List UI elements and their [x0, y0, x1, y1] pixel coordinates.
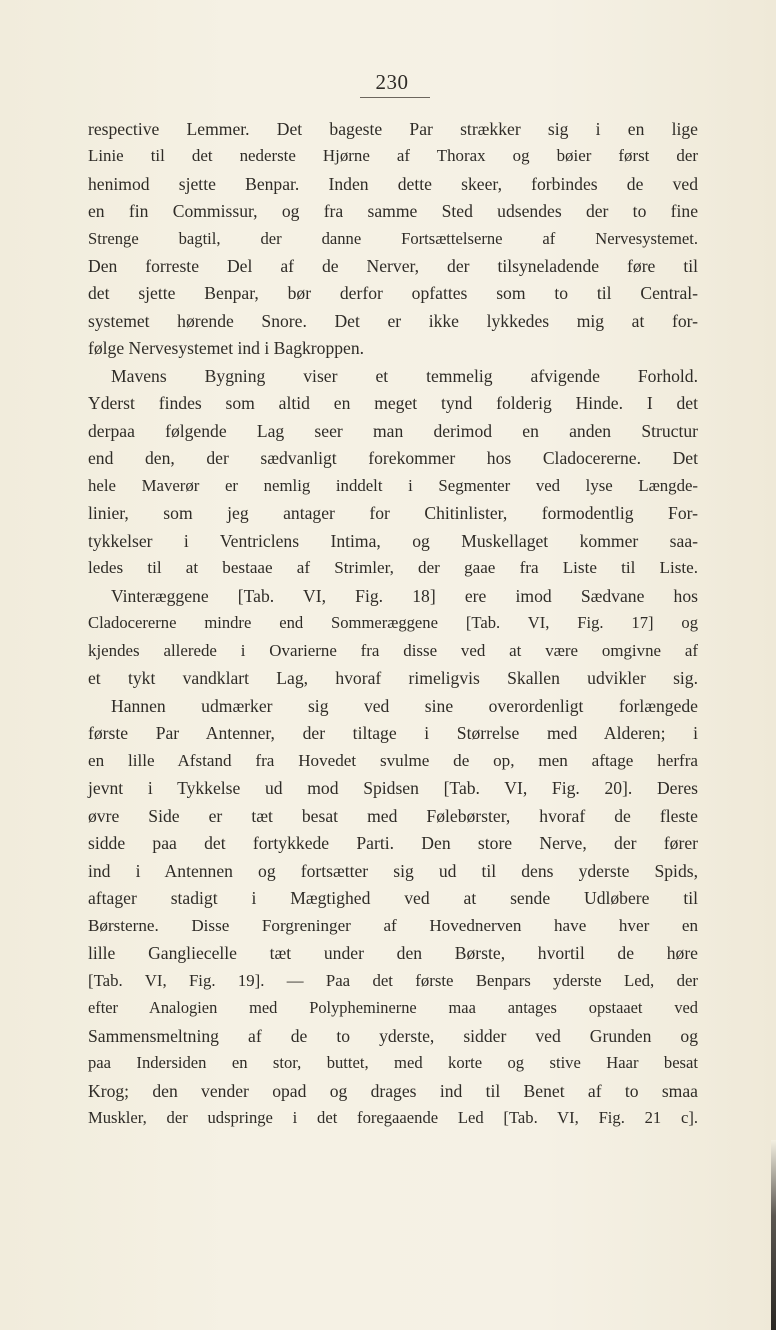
text-line: respective Lemmer. Det bageste Par strækker sig i en lige: [88, 119, 698, 139]
text-line: Yderst findes som altid en meget tynd folderig Hinde. I det: [88, 393, 698, 413]
text-line: Linie til det nederste Hjørne af Thorax og bøier først der: [88, 146, 698, 165]
text-line: Muskler, der udspringe i det foregaaende Led [Tab. VI, Fig. 21 c].: [88, 1108, 698, 1127]
text-line: end den, der sædvanligt forekommer hos Cladocererne. Det: [88, 448, 698, 468]
text-line: Vinteræggene [Tab. VI, Fig. 18] ere imod Sædvane hos: [111, 586, 698, 606]
text-line: sidde paa det fortykkede Parti. Den store Nerve, der fører: [88, 833, 698, 853]
text-line: aftager stadigt i Mægtighed ved at sende Udløbere til: [88, 888, 698, 908]
text-line: første Par Antenner, der tiltage i Størrelse med Alderen; i: [88, 723, 698, 743]
text-line: derpaa følgende Lag seer man derimod en anden Structur: [88, 421, 698, 441]
text-line: hele Maverør er nemlig inddelt i Segmenter ved lyse Længde-: [88, 476, 698, 495]
text-line: Børsterne. Disse Forgreninger af Hovednerven have hver en: [88, 916, 698, 935]
text-line: Mavens Bygning viser et temmelig afvigende Forhold.: [111, 366, 698, 386]
text-line: [Tab. VI, Fig. 19]. — Paa det første Benpars yderste Led, der: [88, 971, 698, 990]
text-line: Strenge bagtil, der danne Fortsættelserne af Nervesystemet.: [88, 229, 698, 248]
text-line: det sjette Benpar, bør derfor opfattes som to til Central-: [88, 283, 698, 303]
text-line: kjendes allerede i Ovarierne fra disse ved at være omgivne af: [88, 641, 698, 660]
text-line: et tykt vandklart Lag, hvoraf rimeligvis Skallen udvikler sig.: [88, 668, 698, 688]
text-line: henimod sjette Benpar. Inden dette skeer, forbindes de ved: [88, 174, 698, 194]
page-number-rule: [360, 97, 430, 98]
text-line: efter Analogien med Polypheminerne maa antages opstaaet ved: [88, 998, 698, 1017]
text-line: Krog; den vender opad og drages ind til Benet af to smaa: [88, 1081, 698, 1101]
text-line: ledes til at bestaae af Strimler, der gaae fra Liste til Liste.: [88, 558, 698, 577]
text-line: paa Indersiden en stor, buttet, med korte og stive Haar besat: [88, 1053, 698, 1072]
text-line: systemet hørende Snore. Det er ikke lykkedes mig at for-: [88, 311, 698, 331]
text-line: øvre Side er tæt besat med Følebørster, hvoraf de fleste: [88, 806, 698, 826]
text-line: ind i Antennen og fortsætter sig ud til dens yderste Spids,: [88, 861, 698, 881]
text-line: tykkelser i Ventriclens Intima, og Muskellaget kommer saa-: [88, 531, 698, 551]
text-line: lille Gangliecelle tæt under den Børste, hvortil de høre: [88, 943, 698, 963]
text-line: Hannen udmærker sig ved sine overordenligt forlængede: [111, 696, 698, 716]
text-line: Cladocererne mindre end Sommeræggene [Tab. VI, Fig. 17] og: [88, 613, 698, 632]
page-number: 230: [375, 70, 409, 94]
text-line: en lille Afstand fra Hovedet svulme de op, men aftage herfra: [88, 751, 698, 770]
text-line: Den forreste Del af de Nerver, der tilsyneladende føre til: [88, 256, 698, 276]
text-line: følge Nervesystemet ind i Bagkroppen.: [88, 338, 365, 358]
text-line: Sammensmeltning af de to yderste, sidder ved Grunden og: [88, 1026, 698, 1046]
page-edge-shadow: [771, 1140, 776, 1330]
text-line: jevnt i Tykkelse ud mod Spidsen [Tab. VI, Fig. 20]. Deres: [88, 778, 698, 798]
text-line: linier, som jeg antager for Chitinlister, formodentlig For-: [88, 503, 698, 523]
text-line: en fin Commissur, og fra samme Sted udsendes der to fine: [88, 201, 698, 221]
